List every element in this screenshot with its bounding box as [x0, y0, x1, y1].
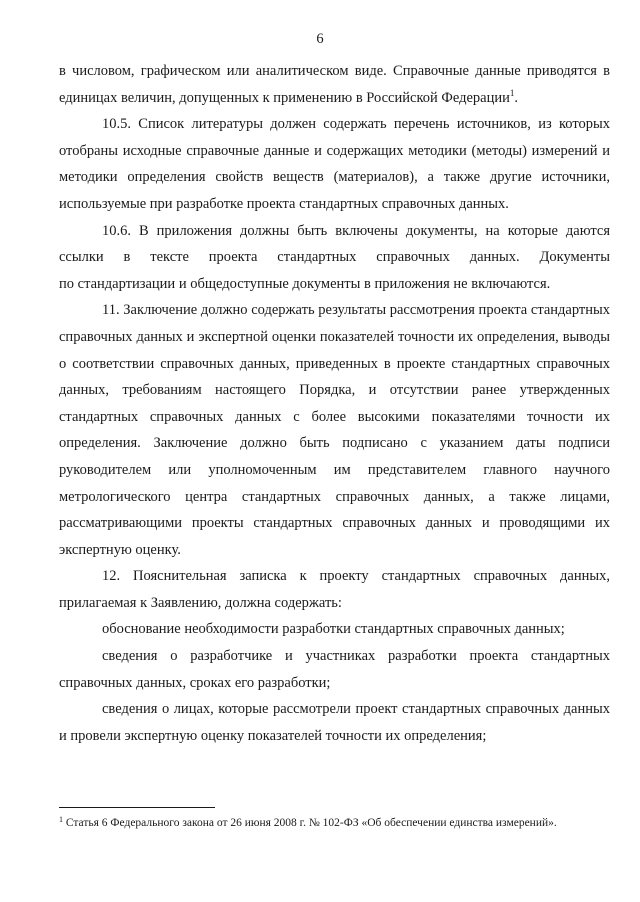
paragraph-continued — [59, 58, 610, 111]
footnote-marker: 1 — [59, 815, 63, 824]
list-item-developer-info: сведения о разработчике и участниках разработки проекта стандартных справочных данных, сроках его разработки; — [59, 648, 610, 691]
footnote-reference: 1 — [509, 87, 515, 98]
paragraph-text: в числовом, графическом или аналитическом виде. Справочные данные приводятся в единицах величин, допущенных к применению в Российской Федерации — [59, 63, 610, 106]
paragraph-12: 12. Пояснительная записка к проекту стандартных справочных данных, прилагаемая к Заявлению, должна содержать: — [59, 568, 610, 611]
paragraph-10-6: 10.6. В приложения должны быть включены документы, на которые даются ссылки в тексте проекта стандартных справочных данных. Документы — [59, 222, 610, 266]
paragraph-11: 11. Заключение должно содержать результаты рассмотрения проекта стандартных справочных данных и экспертной оценки показателей точности их определения, выводы о соответствии справочных данных, приведенных в проекте стандартных справочных данных, требованиям настоящего Порядка, и отсутствии ранее утвержденных стандартных справочных данных с более высокими показателями точности их определения. Заключение должно быть подписано с указанием даты подписи руководителем или уполномоченным им представителем главного научного метрологического центра стандартных справочных данных, а также лицами, рассматривающими проекты стандартных справочных данных и проводящими их экспертную оценку. — [59, 302, 610, 558]
paragraph-10-5: 10.5. Список литературы должен содержать перечень источников, из которых отобраны исходные справочные данные и содержащих методики (методы) измерений и методики определения свойств веществ (материалов), а также другие источники, используемые при разработке проекта стандартных справочных данных. — [59, 116, 610, 212]
footnote-separator — [59, 807, 215, 808]
paragraph-10-6-continued: по стандартизации и общедоступные документы в приложения не включаются. — [59, 275, 551, 292]
footnote-text: Статья 6 Федерального закона от 26 июня 2008 г. № 102-ФЗ «Об обеспечении единства измерений». — [63, 817, 557, 829]
footnote — [59, 815, 610, 831]
list-item-reviewers-info: сведения о лицах, которые рассмотрели проект стандартных справочных данных и провели экспертную оценку показателей точности их определения; — [59, 701, 610, 744]
list-item-justification: обоснование необходимости разработки стандартных справочных данных; — [102, 621, 565, 638]
page-number: 6 — [316, 31, 324, 47]
paragraph-text-end: . — [514, 89, 518, 106]
document-body — [59, 58, 610, 749]
